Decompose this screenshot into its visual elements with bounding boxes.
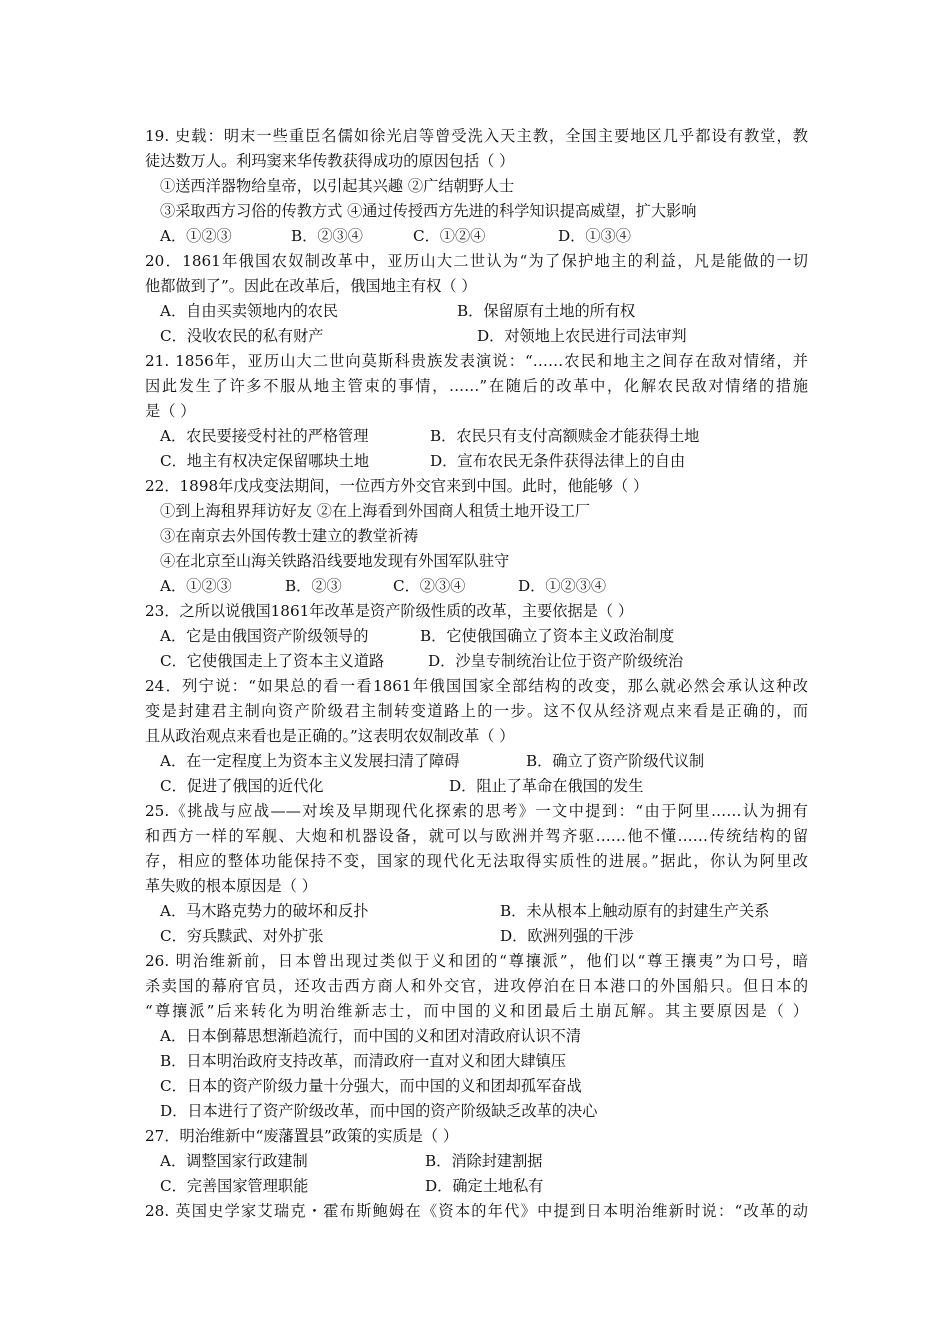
q22-statement-2: ③在南京去外国传教士建立的教堂祈祷: [160, 527, 419, 545]
q21-option-d[interactable]: D．宣布农民无条件获得法律上的自由: [430, 452, 686, 470]
q21-stem-line-1: 21. 1856年，亚历山大二世向莫斯科贵族发表演说：“……农民和地主之间存在敌对情绪，并: [145, 352, 808, 370]
q27-stem-line-1: 27．明治维新中“废藩置县”政策的实质是（ ）: [145, 1127, 459, 1145]
q22-option-a[interactable]: A．①②③: [160, 577, 232, 595]
q22-option-b[interactable]: B．②③: [285, 577, 342, 595]
q19-statement-2: ③采取西方习俗的传教方式 ④通过传授西方先进的科学知识提高威望，扩大影响: [160, 202, 697, 220]
q27-option-d[interactable]: D．确定土地私有: [425, 1177, 544, 1195]
q22-statement-1: ①到上海租界拜访好友 ②在上海看到外国商人租赁土地开设工厂: [160, 502, 591, 520]
q19-option-c[interactable]: C．①②④: [413, 227, 486, 245]
q22-statement-3: ④在北京至山海关铁路沿线要地发现有外国军队驻守: [160, 552, 510, 570]
q20-option-c[interactable]: C．没收农民的私有财产: [160, 327, 324, 345]
q26-option-b[interactable]: B．日本明治政府支持改革，而清政府一直对义和团大肆镇压: [160, 1052, 567, 1070]
q21-option-a[interactable]: A．农民要接受村社的严格管理: [160, 427, 369, 445]
q24-option-a[interactable]: A．在一定程度上为资本主义发展扫清了障碍: [160, 752, 460, 770]
q19-stem-line-1: 19. 史载：明末一些重臣名儒如徐光启等曾受洗入天主教，全国主要地区几乎都设有教堂，教: [145, 127, 808, 145]
q25-stem-line-3: 存，相应的整体功能保持不变，国家的现代化无法取得实质性的进展。”据此，你认为阿里改: [145, 852, 808, 870]
q22-option-c[interactable]: C．②③④: [393, 577, 466, 595]
q21-option-c[interactable]: C．地主有权决定保留哪块土地: [160, 452, 370, 470]
q26-option-c[interactable]: C．日本的资产阶级力量十分强大，而中国的义和团却孤军奋战: [160, 1077, 582, 1095]
q20-stem-line-1: 20．1861年俄国农奴制改革中，亚历山大二世认为“为了保护地主的利益，凡是能做的一切: [145, 252, 808, 270]
q23-option-c[interactable]: C．它使俄国走上了资本主义道路: [160, 652, 385, 670]
q20-option-d[interactable]: D．对领地上农民进行司法审判: [477, 327, 687, 345]
q27-option-a[interactable]: A．调整国家行政建制: [160, 1152, 308, 1170]
q22-stem-line-1: 22．1898年戊戌变法期间，一位西方外交官来到中国。此时，他能够（ ）: [145, 477, 649, 495]
q19-statement-1: ①送西洋器物给皇帝，以引起其兴趣 ②广结朝野人士: [160, 177, 515, 195]
q23-option-a[interactable]: A．它是由俄国资产阶级领导的: [160, 627, 369, 645]
q19-option-d[interactable]: D．①③④: [558, 227, 631, 245]
q27-option-b[interactable]: B．消除封建割据: [425, 1152, 543, 1170]
q19-option-a[interactable]: A．①②③: [160, 227, 232, 245]
q25-stem-line-1: 25.《挑战与应战——对埃及早期现代化探索的思考》一文中提到：“由于阿里……认为拥有: [145, 802, 808, 820]
q25-option-d[interactable]: D．欧洲列强的干涉: [500, 927, 634, 945]
q22-option-d[interactable]: D．①②③④: [518, 577, 607, 595]
q24-option-d[interactable]: D．阻止了革命在俄国的发生: [449, 777, 644, 795]
q19-option-b[interactable]: B．②③④: [291, 227, 363, 245]
q21-stem-line-2: 因此发生了许多不服从地主管束的事情，……”在随后的改革中，化解农民敌对情绪的措施: [145, 377, 808, 395]
q19-stem-line-2: 徒达数万人。利玛窦来华传教获得成功的原因包括（ ）: [145, 152, 515, 170]
q25-stem-line-2: 和西方一样的军舰、大炮和机器设备，就可以与欧洲并驾齐驱……他不懂……传统结构的留: [145, 827, 808, 845]
q24-stem-line-2: 变是封建君主制向资产阶级君主制转变道路上的一步。这不仅从经济观点来看是正确的，而: [145, 702, 808, 720]
q20-option-b[interactable]: B．保留原有土地的所有权: [457, 302, 636, 320]
q26-option-a[interactable]: A．日本倒幕思想渐趋流行，而中国的义和团对清政府认识不清: [160, 1027, 582, 1045]
q25-option-a[interactable]: A．马木路克势力的破坏和反扑: [160, 902, 369, 920]
q26-stem-line-1: 26. 明治维新前，日本曾出现过类似于义和团的“尊攘派”，他们以“尊王攘夷”为口号，暗: [145, 952, 808, 970]
q21-option-b[interactable]: B．农民只有支付高额赎金才能获得土地: [430, 427, 700, 445]
q25-option-b[interactable]: B．未从根本上触动原有的封建生产关系: [500, 902, 770, 920]
q26-stem-line-2: 杀卖国的幕府官员，还攻击西方商人和外交官，进攻停泊在日本港口的外国船只。但日本的: [145, 977, 808, 995]
q20-stem-line-2: 他都做到了”。因此在改革后，俄国地主有权（ ）: [145, 277, 477, 295]
q24-option-b[interactable]: B．确立了资产阶级代议制: [526, 752, 705, 770]
q21-stem-line-3: 是（ ）: [145, 402, 196, 420]
q25-stem-line-4: 革失败的根本原因是（ ）: [145, 877, 317, 895]
q24-option-c[interactable]: C．促进了俄国的近代化: [160, 777, 324, 795]
q23-option-b[interactable]: B．它使俄国确立了资本主义政治制度: [420, 627, 675, 645]
q27-option-c[interactable]: C．完善国家管理职能: [160, 1177, 309, 1195]
q20-option-a[interactable]: A．自由买卖领地内的农民: [160, 302, 339, 320]
q23-option-d[interactable]: D．沙皇专制统治让位于资产阶级统治: [428, 652, 684, 670]
q28-stem-line-1: 28. 英国史学家艾瑞克・霍布斯鲍姆在《资本的年代》中提到日本明治维新时说：“改革的动: [145, 1202, 808, 1220]
q25-option-c[interactable]: C．穷兵黩武、对外扩张: [160, 927, 324, 945]
q26-stem-line-3: “尊攘派”后来转化为明治维新志士，而中国的义和团最后土崩瓦解。其主要原因是（ ）: [145, 1002, 808, 1020]
q24-stem-line-1: 24．列宁说：“如果总的看一看1861年俄国国家全部结构的改变，那么就必然会承认这种改: [145, 677, 808, 695]
q23-stem-line-1: 23．之所以说俄国1861年改革是资产阶级性质的改革，主要依据是（ ）: [145, 602, 634, 620]
q26-option-d[interactable]: D．日本进行了资产阶级改革，而中国的资产阶级缺乏改革的决心: [160, 1102, 598, 1120]
q24-stem-line-3: 且从政治观点来看也是正确的。”这表明农奴制改革（ ）: [145, 727, 515, 745]
